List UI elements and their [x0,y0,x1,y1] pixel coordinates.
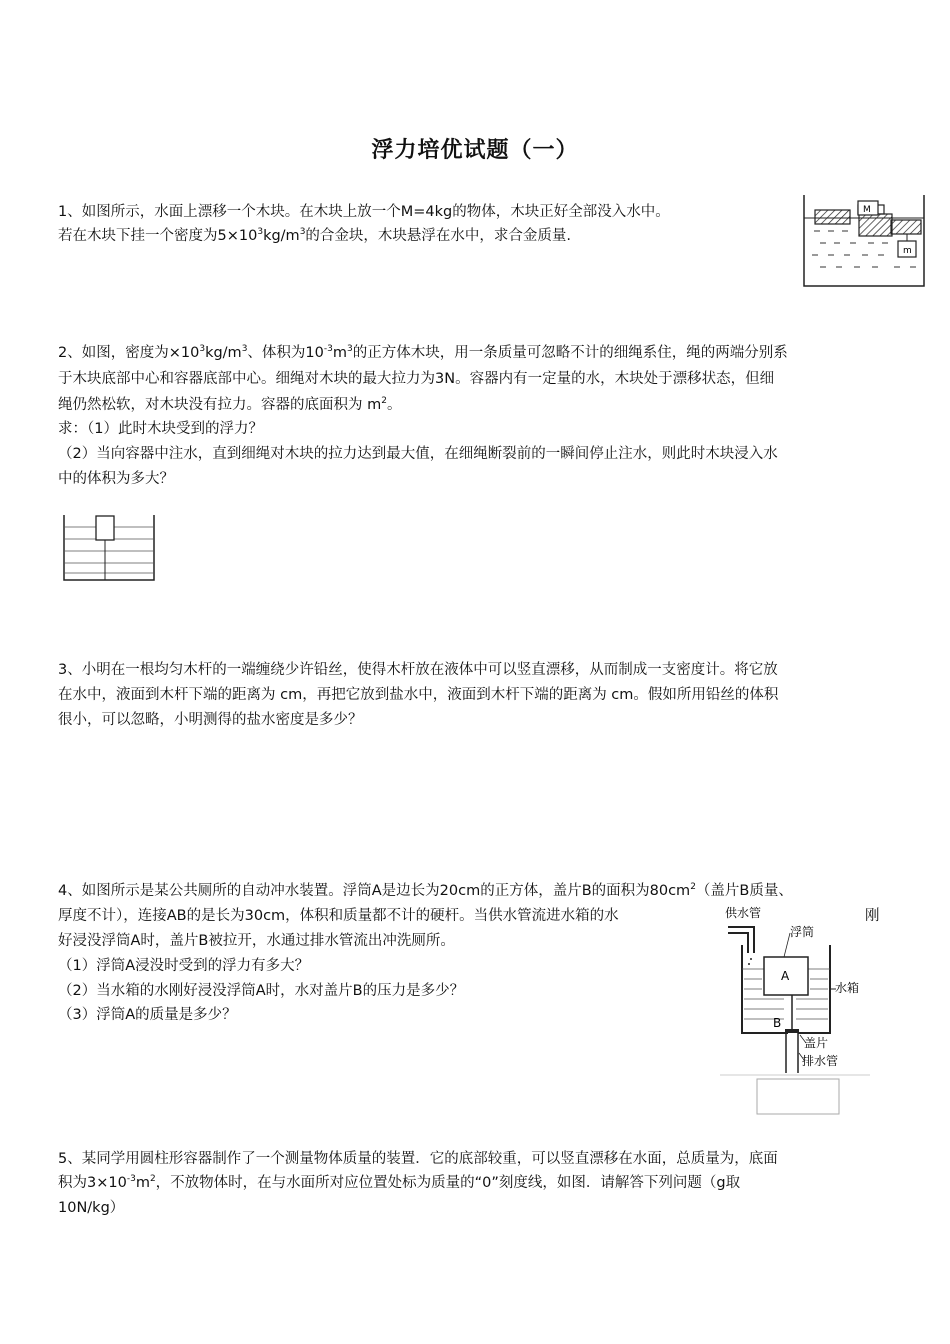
q2-line-2: 于木块底部中心和容器底部中心。细绳对木块的最大拉力为3N。容器内有一定量的水，木块处于漂移状态，但细 [58,371,775,387]
q4-fig-label-tank: 水箱 [835,981,860,995]
q4-fig-label-B: B [773,1016,782,1030]
q1-line-1: 1、如图所示，水面上漂移一个木块。在木块上放一个M=4kg的物体，木块正好全部没入水中。 [58,204,670,220]
q2-line-4: 求：（1）此时木块受到的浮力？ [58,421,263,437]
q1-line-2: 若在木块下挂一个密度为$5\times 10^3kg/m^3$的合金块，木块悬浮在水中，求合金质量. [58,227,572,244]
q1-figure-wood-block-diagram [802,193,926,289]
q1-fig-label-m: m [903,246,912,256]
q4-line-1: 4、如图所示是某公共厕所的自动冲水装置。浮筒A是边长为20cm的正方体，盖片B的面积为$80cm^2$（盖片B质量、 [58,882,793,899]
q4-line-3: 好浸没浮筒A时，盖片B被拉开，水通过排水管流出冲洗厕所。 [58,933,455,949]
q5-line-3: 10N/kg） [58,1200,125,1216]
q4-fig-label-cover: 盖片 [804,1036,829,1050]
q4-fig-label-supply-pipe: 供水管 [725,906,762,920]
page-title: 浮力培优试题（一） [371,137,579,163]
q3-line-2: 在水中，液面到木杆下端的距离为 cm，再把它放到盐水中，液面到木杆下端的距离为 cm。假如所用铅丝的体积 [58,687,779,703]
q2-line-3: 绳仍然松软，对木块没有拉力。容器的底面积为 $m^2$。 [58,396,402,413]
q4-sub-question-2: （2）当水箱的水刚好浸没浮筒A时，水对盖片B的压力是多少？ [58,983,465,999]
q3-line-1: 3、小明在一根均匀木杆的一端缠绕少许铅丝，使得木杆放在液体中可以竖直漂移，从而制成一支密度计。将它放 [58,662,778,678]
q4-fig-label-float: 浮筒 [790,925,815,939]
q4-line-2b: 刚 [865,908,880,924]
q4-figure-flush-device [720,903,870,1118]
q4-fig-label-drain: 排水管 [802,1054,839,1068]
q2-line-5: （2）当向容器中注水，直到细绳对木块的拉力达到最大值，在细绳断裂前的一瞬间停止注水，则此时木块浸入水 [58,446,778,462]
q3-line-3: 很小，可以忽略，小明测得的盐水密度是多少？ [58,712,363,728]
q5-line-2: 积为$3\times 10^{-3}m^2$，不放物体时，在与水面所对应位置处标为质量的“0”刻度线，如图．请解答下列问题（g取 [58,1174,741,1191]
q5-line-1: 5、某同学用圆柱形容器制作了一个测量物体质量的装置．它的底部较重，可以竖直漂移在水面，总质量为，底面 [58,1151,778,1167]
q4-line-2a: 厚度不计），连接AB的是长为30cm，体积和质量都不计的硬杆。当供水管流进水箱的水 [58,908,619,924]
q2-line-1: 2、如图，密度为$\times 10^3kg/m^3$、体积为$10^{-3}m^3$的正方体木块，用一条质量可忽略不计的细绳系住，绳的两端分别系 [58,344,788,361]
q1-fig-label-M: M [863,205,871,215]
q2-line-6: 中的体积为多大？ [58,471,174,487]
q4-sub-question-3: （3）浮筒A的质量是多少？ [58,1007,237,1023]
q4-sub-question-1: （1）浮筒A浸没时受到的浮力有多大？ [58,958,310,974]
q4-fig-label-A: A [781,969,790,983]
q2-figure-container-block [62,513,157,583]
